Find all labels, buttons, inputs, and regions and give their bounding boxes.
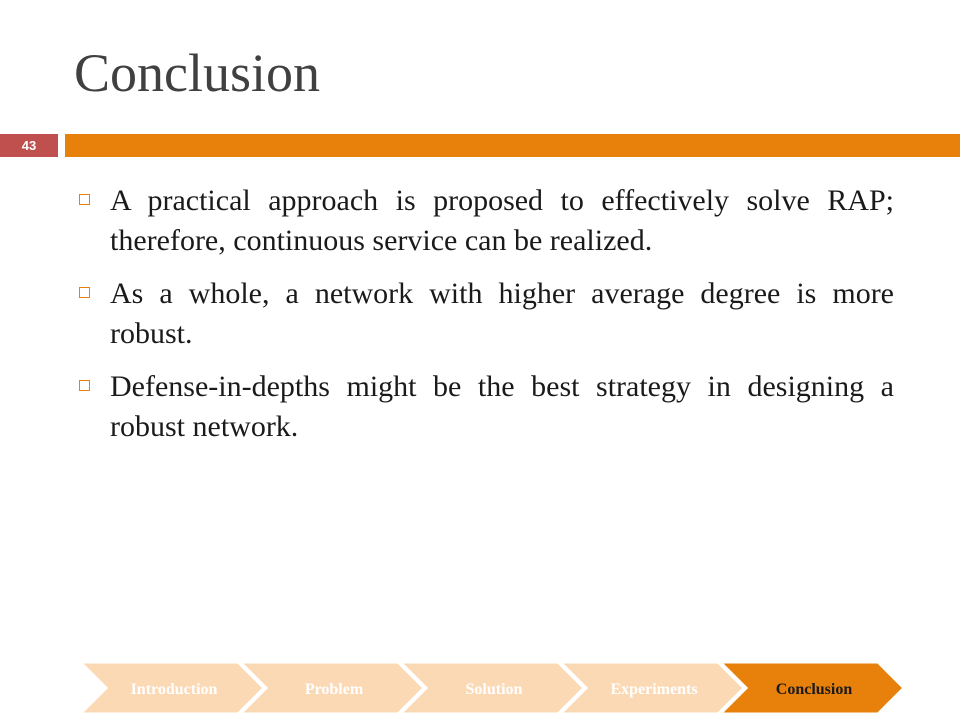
bullet-item [74,274,894,354]
progress-step-label: Problem [304,681,364,698]
bullet-item [74,181,894,261]
progress-step-label: Experiments [610,681,698,698]
progress-step-label: Introduction [130,681,218,698]
slide-number: 43 [21,138,37,153]
square-bullet-icon [79,194,90,205]
bullet-item [74,367,894,447]
square-bullet-icon [79,287,90,298]
slide-title: Conclusion [74,43,321,103]
bullet-text: Defense-in-depths might be the best strategy in designing a robust network. [110,370,894,443]
title-accent-bar [65,134,960,157]
progress-step-label: Solution [465,681,523,698]
square-bullet-icon [79,380,90,391]
bullet-text: A practical approach is proposed to effectively solve RAP; therefore, continuous service can be realized. [110,184,894,257]
slide-number-badge [0,134,58,157]
progress-step-label: Conclusion [775,681,853,698]
bullet-list [74,181,894,460]
bullet-text: As a whole, a network with higher average degree is more robust. [110,277,894,350]
